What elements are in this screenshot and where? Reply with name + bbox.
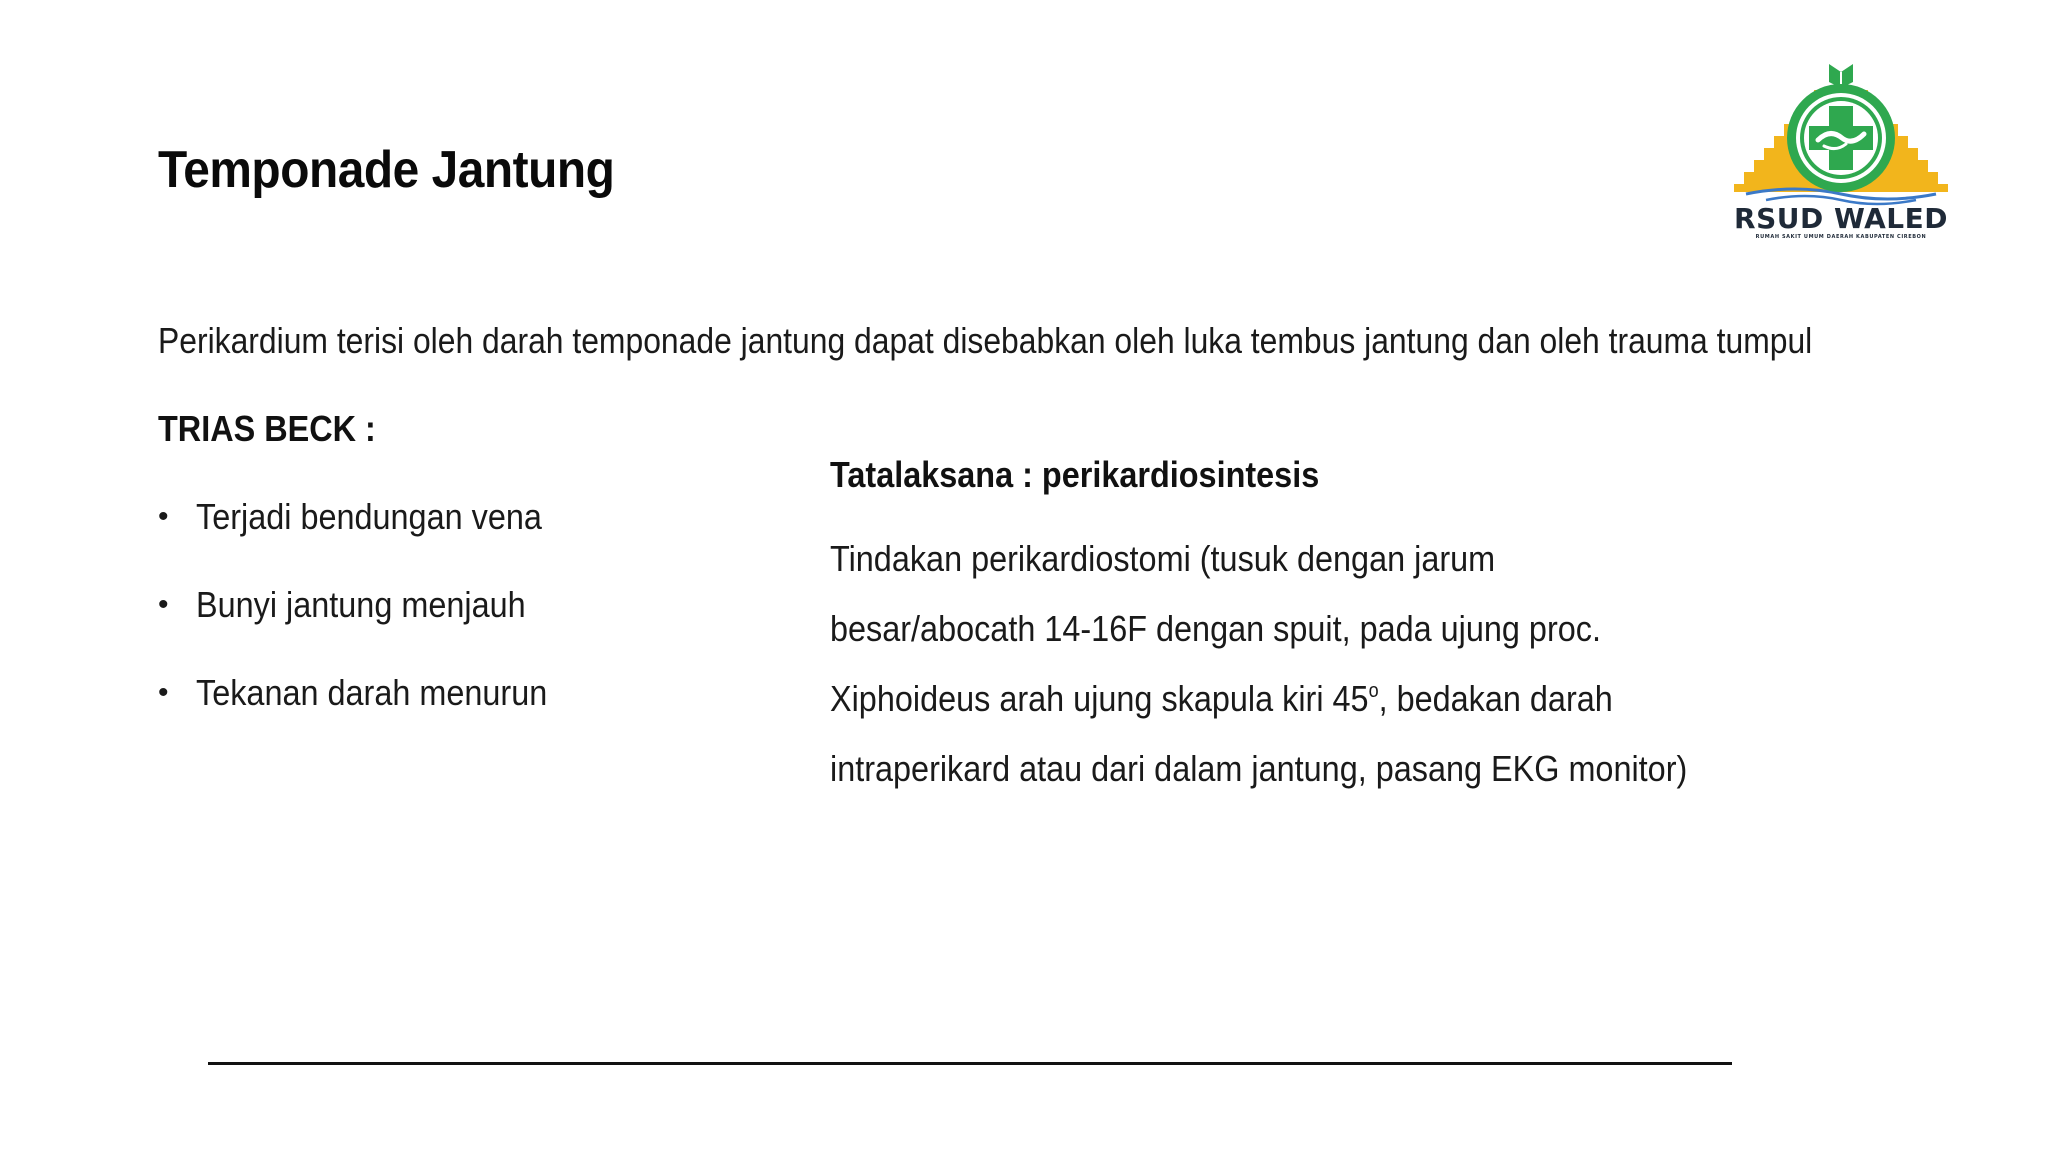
footer-divider	[208, 1062, 1732, 1065]
degree-superscript: o	[1368, 680, 1379, 702]
intro-paragraph: Perikardium terisi oleh darah temponade jantung dapat disebabkan oleh luka tembus jantung dan oleh trauma tumpul	[158, 320, 1813, 361]
logo-name: RSUD WALED	[1734, 202, 1948, 235]
bullet-icon: •	[158, 588, 169, 621]
rsud-waled-logo	[1726, 56, 1956, 242]
tindakan-paragraph	[830, 538, 1783, 818]
tindakan-line: Tindakan perikardiostomi (tusuk dengan jarum	[830, 538, 1496, 579]
logo-subtitle: RUMAH SAKIT UMUM DAERAH KABUPATEN CIREBON	[1755, 234, 1927, 240]
tatalaksana-heading: Tatalaksana : perikardiosintesis	[830, 454, 1320, 495]
bullet-icon: •	[158, 500, 169, 533]
trias-beck-heading: TRIAS BECK :	[158, 408, 376, 449]
bullet-icon: •	[158, 676, 169, 709]
slide-title: Temponade Jantung	[158, 141, 615, 199]
tindakan-line: intraperikard atau dari dalam jantung, pasang EKG monitor)	[830, 748, 1688, 789]
list-item-text: Terjadi bendungan vena	[196, 496, 542, 537]
list-item-text: Bunyi jantung menjauh	[196, 584, 526, 625]
tindakan-line	[830, 678, 1687, 748]
list-item-text: Tekanan darah menurun	[196, 672, 548, 713]
tindakan-line-tail: , bedakan darah	[1378, 678, 1613, 719]
tindakan-line-text: Xiphoideus arah ujung skapula kiri 45	[830, 678, 1369, 719]
tindakan-line: besar/abocath 14-16F dengan spuit, pada ujung proc.	[830, 608, 1601, 649]
hospital-emblem-icon	[1726, 56, 1956, 206]
